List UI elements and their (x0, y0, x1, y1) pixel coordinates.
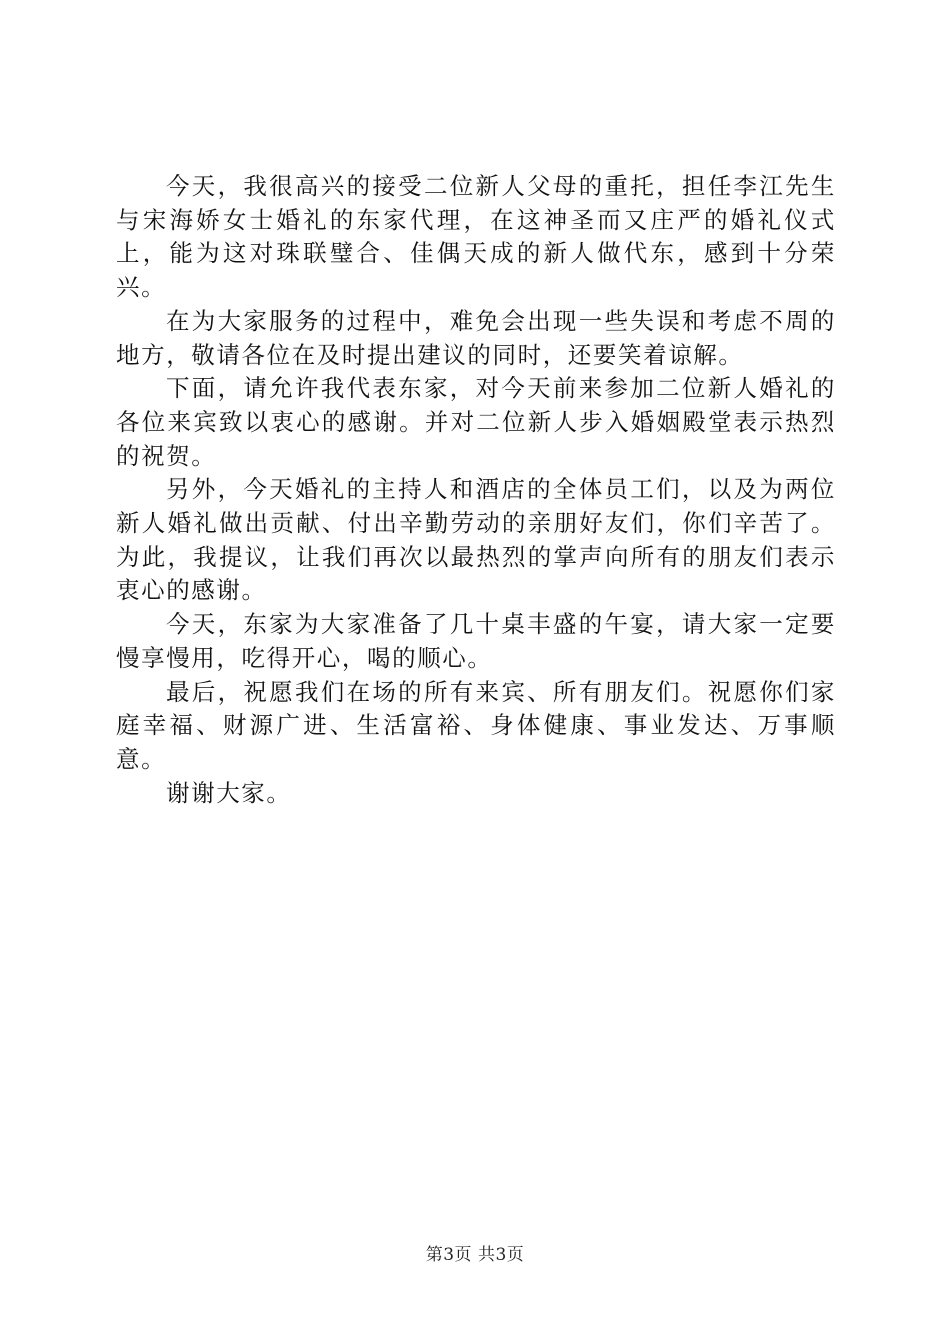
paragraph-closing: 谢谢大家。 (166, 778, 292, 807)
paragraph-apology: 在为大家服务的过程中，难免会出现一些失误和考虑不周的地方，敬请各位在及时提出建议的同时，还要笑着谅解。 (116, 306, 836, 369)
paragraph-thanks-guests: 下面，请允许我代表东家，对今天前来参加二位新人婚礼的各位来宾致以衷心的感谢。并对二位新人步入婚姻殿堂表示热烈的祝贺。 (116, 374, 836, 470)
document-body (116, 170, 836, 810)
paragraph-wishes: 最后，祝愿我们在场的所有来宾、所有朋友们。祝愿你们家庭幸福、财源广进、生活富裕、身体健康、事业发达、万事顺意。 (116, 677, 836, 773)
paragraph-thanks-staff: 另外，今天婚礼的主持人和酒店的全体员工们，以及为两位新人婚礼做出贡献、付出辛勤劳动的亲朋好友们，你们辛苦了。为此，我提议，让我们再次以最热烈的掌声向所有的朋友们表示衷心的感谢。 (116, 475, 836, 605)
paragraph-banquet: 今天，东家为大家准备了几十桌丰盛的午宴，请大家一定要慢享慢用，吃得开心，喝的顺心。 (116, 610, 836, 672)
paragraph-greeting: 今天，我很高兴的接受二位新人父母的重托，担任李江先生与宋海娇女士婚礼的东家代理，在这神圣而又庄严的婚礼仪式上，能为这对珠联璧合、佳偶天成的新人做代东，感到十分荣兴。 (116, 172, 836, 302)
page-number-footer: 第3页 共3页 (425, 1245, 525, 1265)
